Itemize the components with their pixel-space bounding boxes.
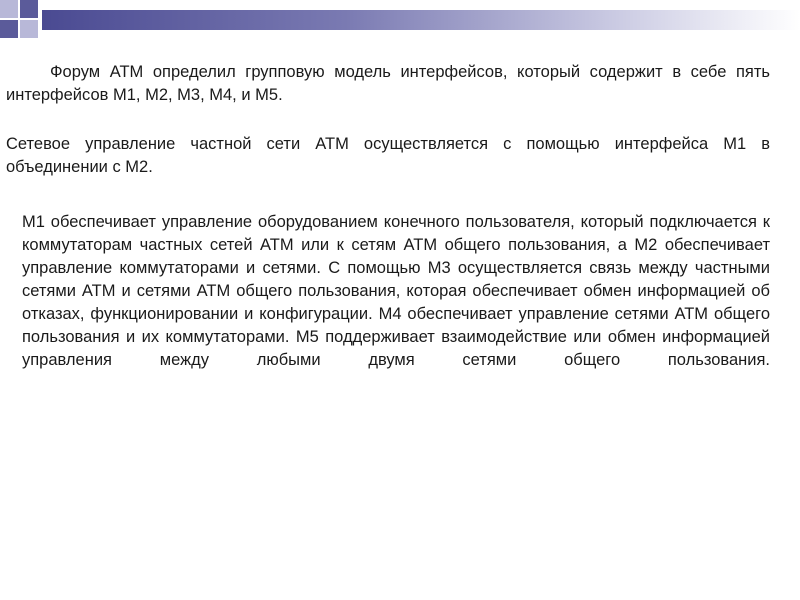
header-banner <box>42 10 800 30</box>
decorative-square <box>0 0 18 18</box>
paragraph-network-management: Сетевое управление частной сети АТМ осуществляется с помощью интерфейса М1 в объединении с М2. <box>6 135 770 176</box>
decorative-square <box>0 20 18 38</box>
decorative-square <box>20 0 38 18</box>
paragraph-forum-atm: Форум АТМ определил групповую модель интерфейсов, который содержит в себе пять интерфейсов М1, М2, М3, М4, и М5. <box>6 63 770 104</box>
paragraph-interfaces-description: М1 обеспечивает управление оборудованием конечного пользователя, который подключается к коммутаторам частных сетей АТМ или к сетям АТМ общего пользования, а М2 обеспечивает управление коммутаторами и сетями. С помощью М3 осуществляется связь между частными сетями АТМ и сетями АТМ общего пользования, которая обеспечивает обмен информацией об отказах, функционировании и конфигурации. М4 обеспечивает управление сетями АТМ общего пользования и их коммутаторами. М5 поддерживает взаимодействие или обмен информацией управления между любыми двумя сетями общего пользования. <box>22 213 770 369</box>
decorative-square <box>20 20 38 38</box>
